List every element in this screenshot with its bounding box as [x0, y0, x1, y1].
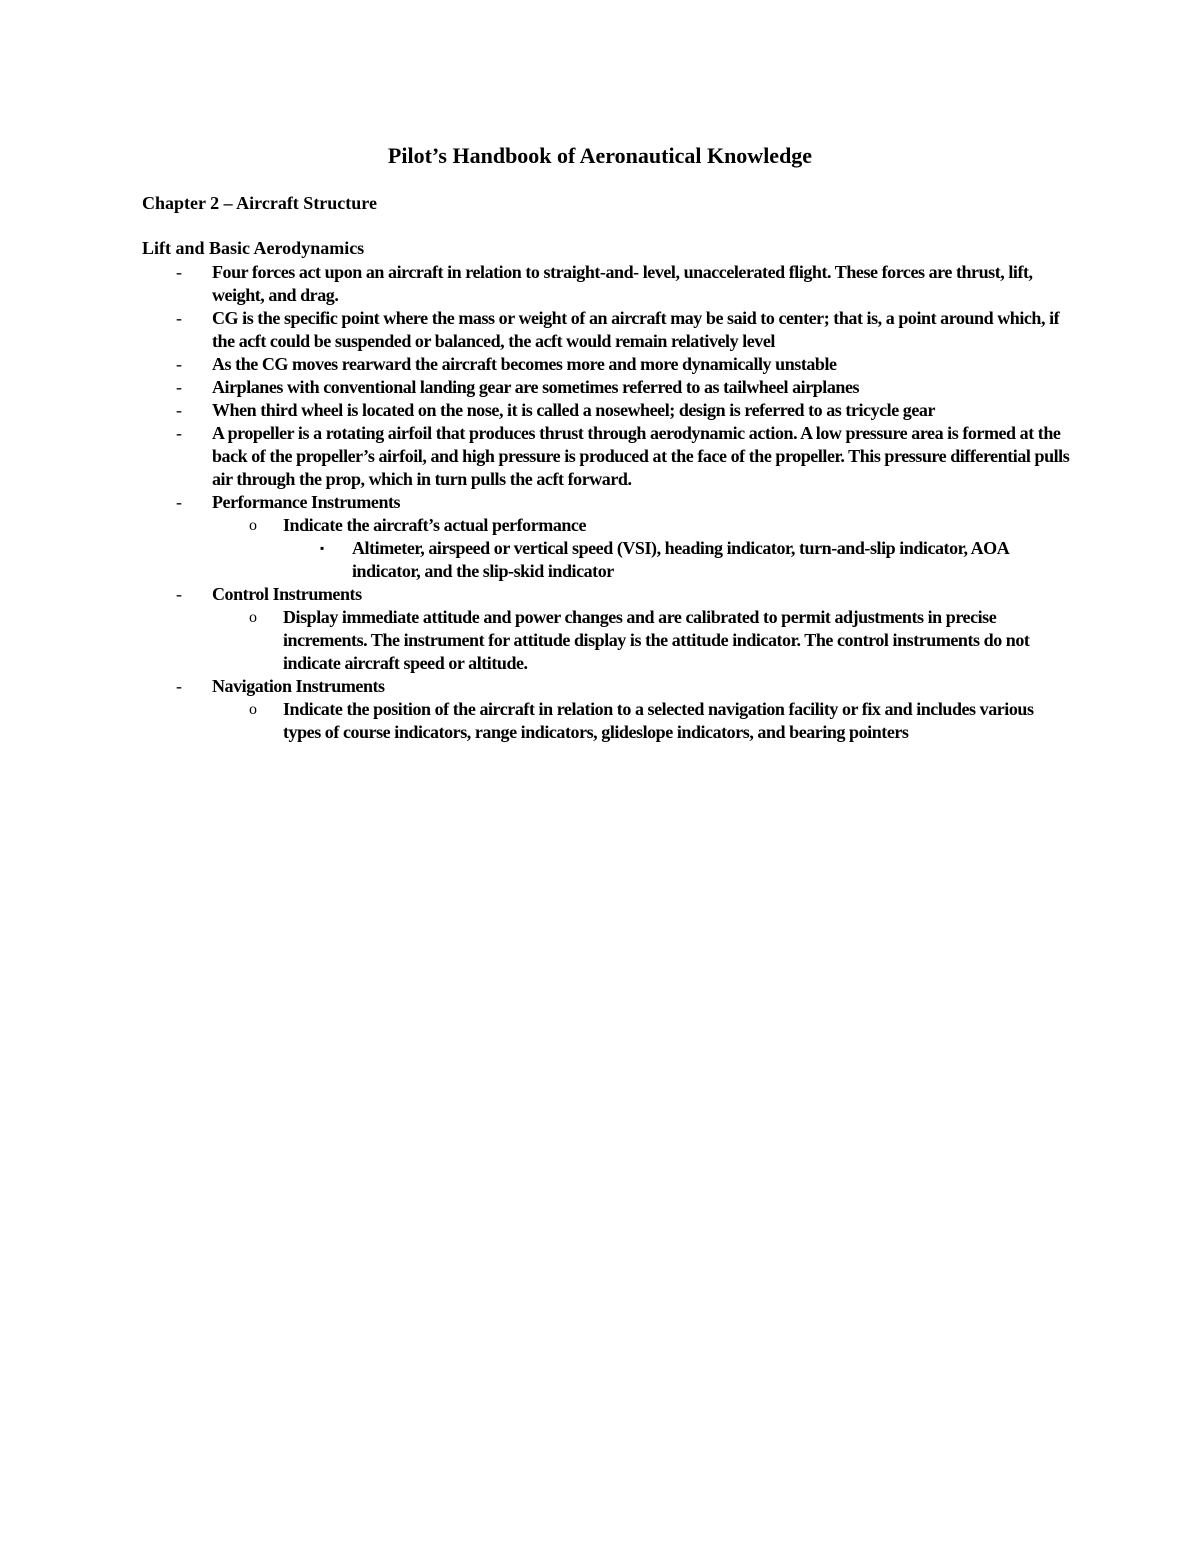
document-title: Pilot’s Handbook of Aeronautical Knowledge — [387, 143, 813, 168]
dash-bullet: - — [176, 354, 182, 374]
list-item — [142, 353, 1072, 376]
bullet-list — [142, 261, 1072, 744]
sub-list-item — [142, 698, 1072, 744]
circle-bullet: o — [249, 701, 257, 718]
list-item — [142, 422, 1072, 491]
list-item-text: As the CG moves rearward the aircraft becomes more and more dynamically unstable — [212, 354, 837, 374]
list-item — [142, 376, 1072, 399]
list-item-text: A propeller is a rotating airfoil that produces thrust through aerodynamic action. A low pressure area is formed at the back of the propeller’s airfoil, and high pressure is produced at the face of the propeller. This pressure differential pulls air through the prop, which in turn pulls the acft forward. — [212, 423, 1070, 489]
list-item-control-instruments — [142, 583, 1072, 606]
list-item-text: CG is the specific point where the mass or weight of an aircraft may be said to center; that is, a point around which, if the acft could be suspended or balanced, the acft would remain relatively level — [212, 308, 1060, 351]
list-item-text: Four forces act upon an aircraft in relation to straight-and- level, unaccelerated flight. These forces are thrust, lift, weight, and drag. — [212, 262, 1033, 305]
sub-list-item — [142, 514, 1072, 537]
list-item — [142, 399, 1072, 422]
dash-bullet: - — [176, 377, 182, 397]
list-item-performance-instruments — [142, 491, 1072, 514]
dash-bullet: - — [176, 492, 182, 512]
circle-bullet: o — [249, 609, 257, 626]
list-item-text: Airplanes with conventional landing gear are sometimes referred to as tailwheel airplanes — [212, 377, 860, 397]
dash-bullet: - — [176, 423, 182, 443]
circle-bullet: o — [249, 517, 257, 534]
list-item-navigation-instruments — [142, 675, 1072, 698]
sub-sub-list-item — [142, 537, 1072, 583]
dash-bullet: - — [176, 262, 182, 282]
list-item — [142, 261, 1072, 307]
dash-bullet: - — [176, 584, 182, 604]
sub-sub-list-item-text: Altimeter, airspeed or vertical speed (VSI), heading indicator, turn-and-slip indicator, AOA indicator, and the slip-skid indicator — [352, 538, 1009, 581]
dash-bullet: - — [176, 400, 182, 420]
list-item-text: When third wheel is located on the nose, it is called a nosewheel; design is referred to as tricycle gear — [212, 400, 935, 420]
list-item — [142, 307, 1072, 353]
section-heading: Lift and Basic Aerodynamics — [142, 238, 365, 258]
sub-list-item — [142, 606, 1072, 675]
dash-bullet: - — [176, 676, 182, 696]
list-item-text: Control Instruments — [212, 584, 362, 604]
sub-list-item-text: Display immediate attitude and power changes and are calibrated to permit adjustments in precise increments. The instrument for attitude display is the attitude indicator. The control instruments do not indicate aircraft speed or altitude. — [283, 607, 1030, 673]
square-bullet: ▪ — [320, 541, 324, 555]
chapter-heading: Chapter 2 – Aircraft Structure — [142, 193, 377, 213]
dash-bullet: - — [176, 308, 182, 328]
list-item-text: Performance Instruments — [212, 492, 401, 512]
list-item-text: Navigation Instruments — [212, 676, 385, 696]
sub-list-item-text: Indicate the position of the aircraft in relation to a selected navigation facility or fix and includes various types of course indicators, range indicators, glideslope indicators, and bearing pointers — [283, 699, 1034, 742]
sub-list-item-text: Indicate the aircraft’s actual performance — [283, 515, 587, 535]
